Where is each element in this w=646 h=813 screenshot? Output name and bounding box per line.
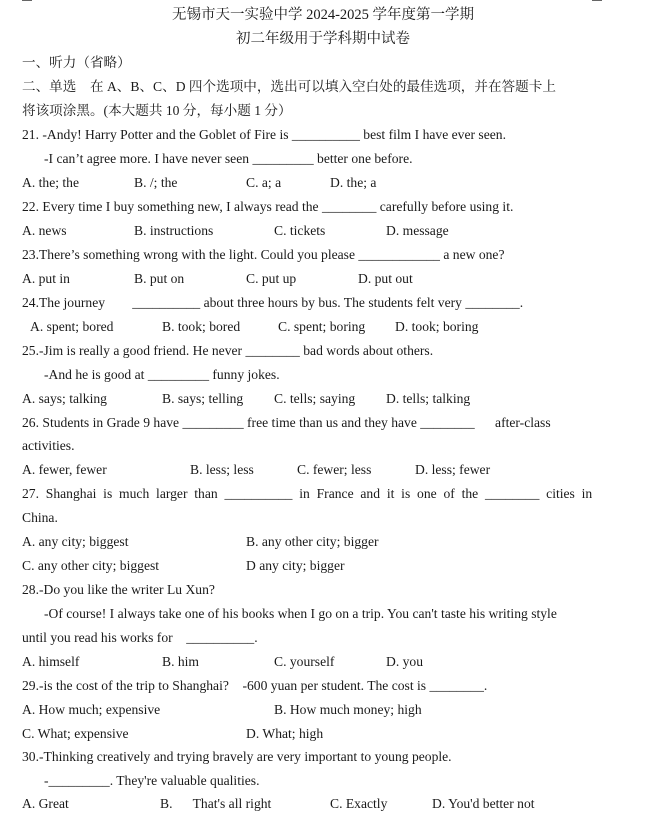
q21-line1: 21. -Andy! Harry Potter and the Goblet of Fire is __________ best film I have ever seen. <box>22 127 506 142</box>
q28-line3: until you read his works for __________. <box>22 630 258 645</box>
q24-option-a: A. spent; bored <box>30 319 114 334</box>
q25-line1: 25.-Jim is really a good friend. He never ________ bad words about others. <box>22 343 434 358</box>
exam-subtitle: 初二年级用于学科期中试卷 <box>236 31 410 47</box>
q21-option-a: A. the; the <box>22 175 80 190</box>
q21-option-b: B. /; the <box>134 175 178 190</box>
q29-option-a: A. How much; expensive <box>22 702 161 717</box>
q30-option-d: D. You'd better not <box>432 796 535 811</box>
q27-option-c: C. any other city; biggest <box>22 558 160 573</box>
q21-line2: -I can’t agree more. I have never seen _________ better one before. <box>44 151 413 166</box>
q29-option-b: B. How much money; high <box>274 702 422 717</box>
q25-line2: -And he is good at _________ funny jokes. <box>44 367 280 382</box>
q24-option-c: C. spent; boring <box>278 319 366 334</box>
q24-line1: 24.The journey __________ about three hours by bus. The students felt very ________. <box>22 295 524 310</box>
q21-option-d: D. the; a <box>330 175 377 190</box>
q22-option-c: C. tickets <box>274 223 326 238</box>
section-listening: 一、听力（省略） <box>22 55 131 70</box>
q22-option-d: D. message <box>386 223 449 238</box>
q22-option-b: B. instructions <box>134 223 214 238</box>
q30-line2: -_________. They're valuable qualities. <box>44 773 260 788</box>
q24-option-b: B. took; bored <box>162 319 241 334</box>
q24-option-d: D. took; boring <box>395 319 479 334</box>
q30-option-a: A. Great <box>22 796 69 811</box>
q27-option-b: B. any other city; bigger <box>246 534 379 549</box>
q29-line1: 29.-is the cost of the trip to Shanghai? -600 yuan per student. The cost is ________. <box>22 678 488 693</box>
q28-option-b: B. him <box>162 654 200 669</box>
q30-line1: 30.-Thinking creatively and trying bravely are very important to young people. <box>22 749 452 764</box>
q21-option-c: C. a; a <box>246 175 282 190</box>
section-choice-line1: 二、单选 在 A、B、C、D 四个选项中，选出可以填入空白处的最佳选项，并在答题卡上 <box>22 79 556 94</box>
q23-option-a: A. put in <box>22 271 70 286</box>
q26-line1: 26. Students in Grade 9 have _________ free time than us and they have ________ after-class <box>22 415 551 430</box>
q29-option-c: C. What; expensive <box>22 726 129 741</box>
q26-line2: activities. <box>22 438 75 453</box>
q23-line1: 23.There’s something wrong with the light. Could you please ____________ a new one? <box>22 247 505 262</box>
q26-option-a: A. fewer, fewer <box>22 462 107 477</box>
q28-option-d: D. you <box>386 654 424 669</box>
q25-option-c: C. tells; saying <box>274 391 356 406</box>
section-choice-line2: 将该项涂黑。(本大题共 10 分，每小题 1 分） <box>22 103 292 118</box>
q25-option-d: D. tells; talking <box>386 391 471 406</box>
q28-line2: -Of course! I always take one of his books when I go on a trip. You can't taste his writing style <box>44 606 557 621</box>
q28-line1: 28.-Do you like the writer Lu Xun? <box>22 582 215 597</box>
q28-option-a: A. himself <box>22 654 80 669</box>
q27-line1: 27. Shanghai is much larger than __________ in France and it is one of the ________ cities in <box>22 486 593 501</box>
q25-option-b: B. says; telling <box>162 391 244 406</box>
q22-line1: 22. Every time I buy something new, I always read the ________ carefully before using it. <box>22 199 514 214</box>
q27-option-a: A. any city; biggest <box>22 534 129 549</box>
q27-line2: China. <box>22 510 58 525</box>
q28-option-c: C. yourself <box>274 654 335 669</box>
exam-title: 无锡市天一实验中学 2024-2025 学年度第一学期 <box>171 7 475 23</box>
corner-mark-right <box>592 0 602 4</box>
q26-option-b: B. less; less <box>190 462 254 477</box>
q23-option-c: C. put up <box>246 271 297 286</box>
corner-mark-left <box>22 0 32 4</box>
q26-option-c: C. fewer; less <box>297 462 372 477</box>
q25-option-a: A. says; talking <box>22 391 107 406</box>
q23-option-d: D. put out <box>358 271 413 286</box>
q30-option-c: C. Exactly <box>330 796 388 811</box>
q29-option-d: D. What; high <box>246 726 324 741</box>
q26-option-d: D. less; fewer <box>415 462 491 477</box>
q22-option-a: A. news <box>22 223 67 238</box>
q23-option-b: B. put on <box>134 271 185 286</box>
q30-option-b: B. That's all right <box>160 796 272 811</box>
q27-option-d: D any city; bigger <box>246 558 345 573</box>
